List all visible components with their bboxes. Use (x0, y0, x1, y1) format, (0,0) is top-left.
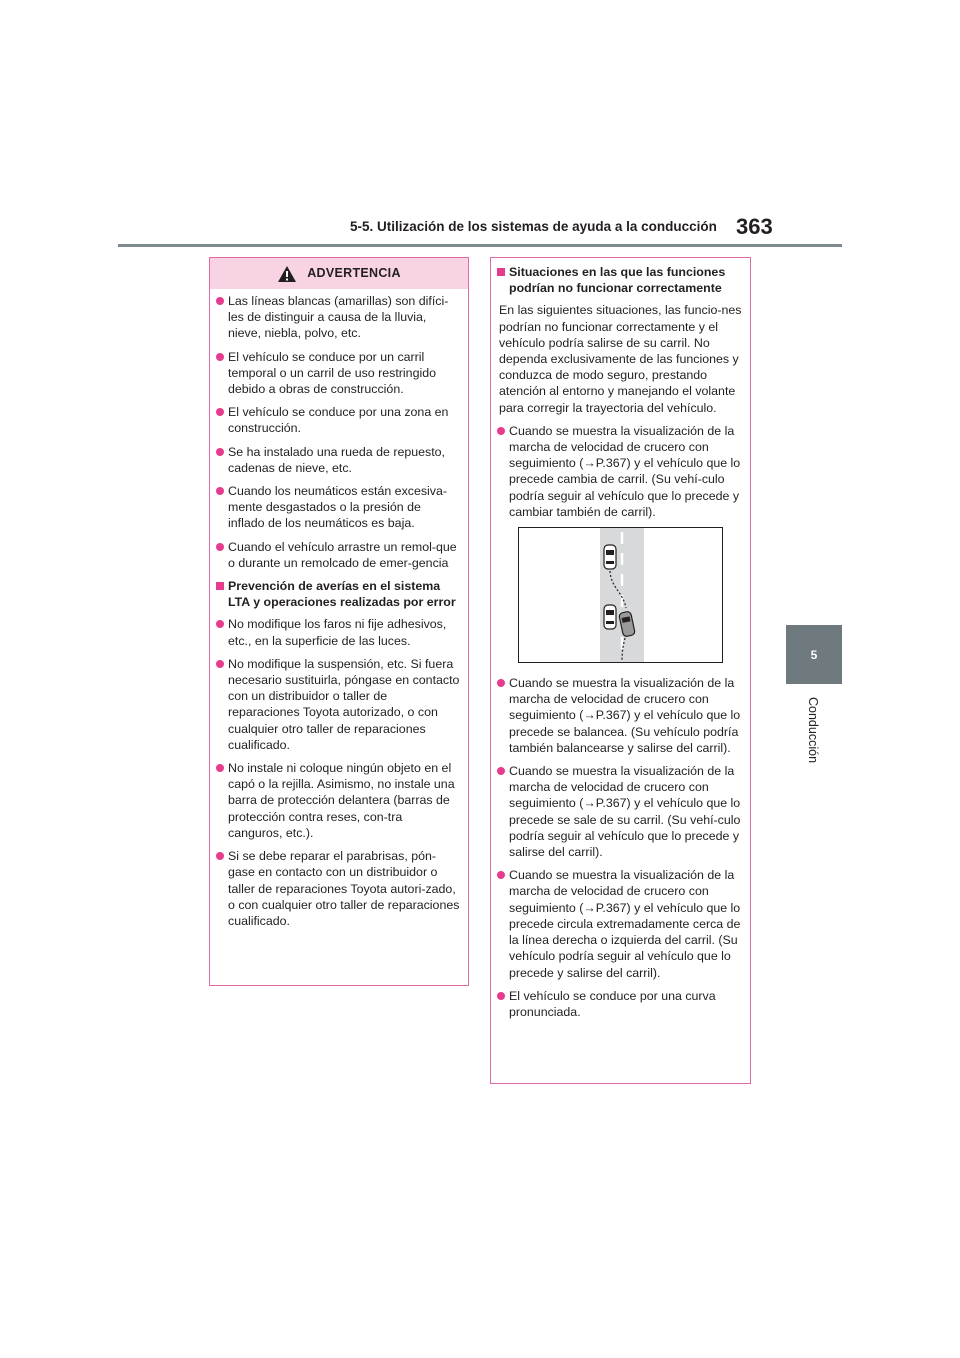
page-number: 363 (736, 214, 773, 239)
warning-title: ADVERTENCIA (307, 266, 401, 281)
list-item: Cuando se muestra la visualización de la marcha de velocidad de crucero con seguimiento (→P.367) y el vehículo que lo precede se sale de su carril. (Su vehí-culo podría seguir al vehículo que lo precede y salirse del carril). (499, 763, 742, 860)
section-title: 5-5. Utilización de los sistemas de ayuda a la conducción (350, 219, 717, 234)
list-item: Cuando se muestra la visualización de la marcha de velocidad de crucero con seguimiento (→P.367) y el vehículo que lo precede se balancea. (Su vehículo podría también balancearse y salirse del carril). (499, 675, 742, 756)
list-item: Las líneas blancas (amarillas) son difíci-les de distinguir a causa de la lluvia, nieve, niebla, polvo, etc. (218, 293, 460, 342)
lane-change-illustration (518, 527, 723, 663)
list-item: No modifique la suspensión, etc. Si fuera necesario sustituirla, póngase en contacto con un distribuidor o taller de reparaciones Toyota autorizado, o con cualquier otro taller de reparaciones cualificado. (218, 656, 460, 753)
header-rule (118, 244, 842, 247)
chapter-tab (786, 625, 842, 684)
list-item: El vehículo se conduce por una curva pronunciada. (499, 988, 742, 1020)
situations-box (490, 257, 751, 1084)
list-item: Cuando se muestra la visualización de la marcha de velocidad de crucero con seguimiento (→P.367) y el vehículo que lo precede circula extremadamente cerca de la línea derecha o izquierda del carril. (Su vehículo podría seguir al vehículo que lo precede y salirse del carril). (499, 867, 742, 980)
list-item: Cuando el vehículo arrastre un remol-que o durante un remolcado de emer-gencia (218, 539, 460, 571)
list-item: Se ha instalado una rueda de repuesto, cadenas de nieve, etc. (218, 444, 460, 476)
list-item: No instale ni coloque ningún objeto en el capó o la rejilla. Asimismo, no instale una barra de protección delantera (barras de protección contra reses, con-tra canguros, etc.). (218, 760, 460, 841)
list-item: Cuando los neumáticos están excesiva-mente desgastados o la presión de inflado de los neumáticos es baja. (218, 483, 460, 532)
list-item: El vehículo se conduce por un carril temporal o un carril de uso restringido debido a obras de construcción. (218, 349, 460, 398)
chapter-number: 5 (810, 647, 818, 662)
chapter-label: Conducción (806, 697, 820, 764)
list-item: El vehículo se conduce por una zona en construcción. (218, 404, 460, 436)
own-vehicle-icon (604, 605, 616, 629)
section-heading: Prevención de averías en el sistema LTA y operaciones realizadas por error (218, 578, 460, 610)
list-item: Si se debe reparar el parabrisas, pón-gase en contacto con un distribuidor o taller de reparaciones Toyota autori-zado, o con cualquier otro taller de reparaciones cualificado. (218, 848, 460, 929)
warning-box (209, 257, 469, 986)
section-heading: Situaciones en las que las funciones podrían no funcionar correctamente (499, 264, 742, 296)
warning-header (210, 258, 468, 289)
list-item: No modifique los faros ni fije adhesivos, etc., en la superficie de las luces. (218, 616, 460, 648)
list-item: Cuando se muestra la visualización de la marcha de velocidad de crucero con seguimiento (→P.367) y el vehículo que lo precede cambia de carril. (Su vehí-culo podría seguir al vehículo que lo precede y cambiar también de carril). (499, 423, 742, 520)
intro-paragraph: En las siguientes situaciones, las funcio-nes podrían no funcionar correctamente y el vehículo podría salirse de su carril. No dependa exclusivamente de las funciones y conduzca de modo seguro, prestando atención al entorno y manejando el volante para corregir la trayectoria del vehículo. (499, 303, 742, 415)
lead-vehicle-icon (604, 545, 616, 569)
warning-icon (277, 265, 297, 283)
